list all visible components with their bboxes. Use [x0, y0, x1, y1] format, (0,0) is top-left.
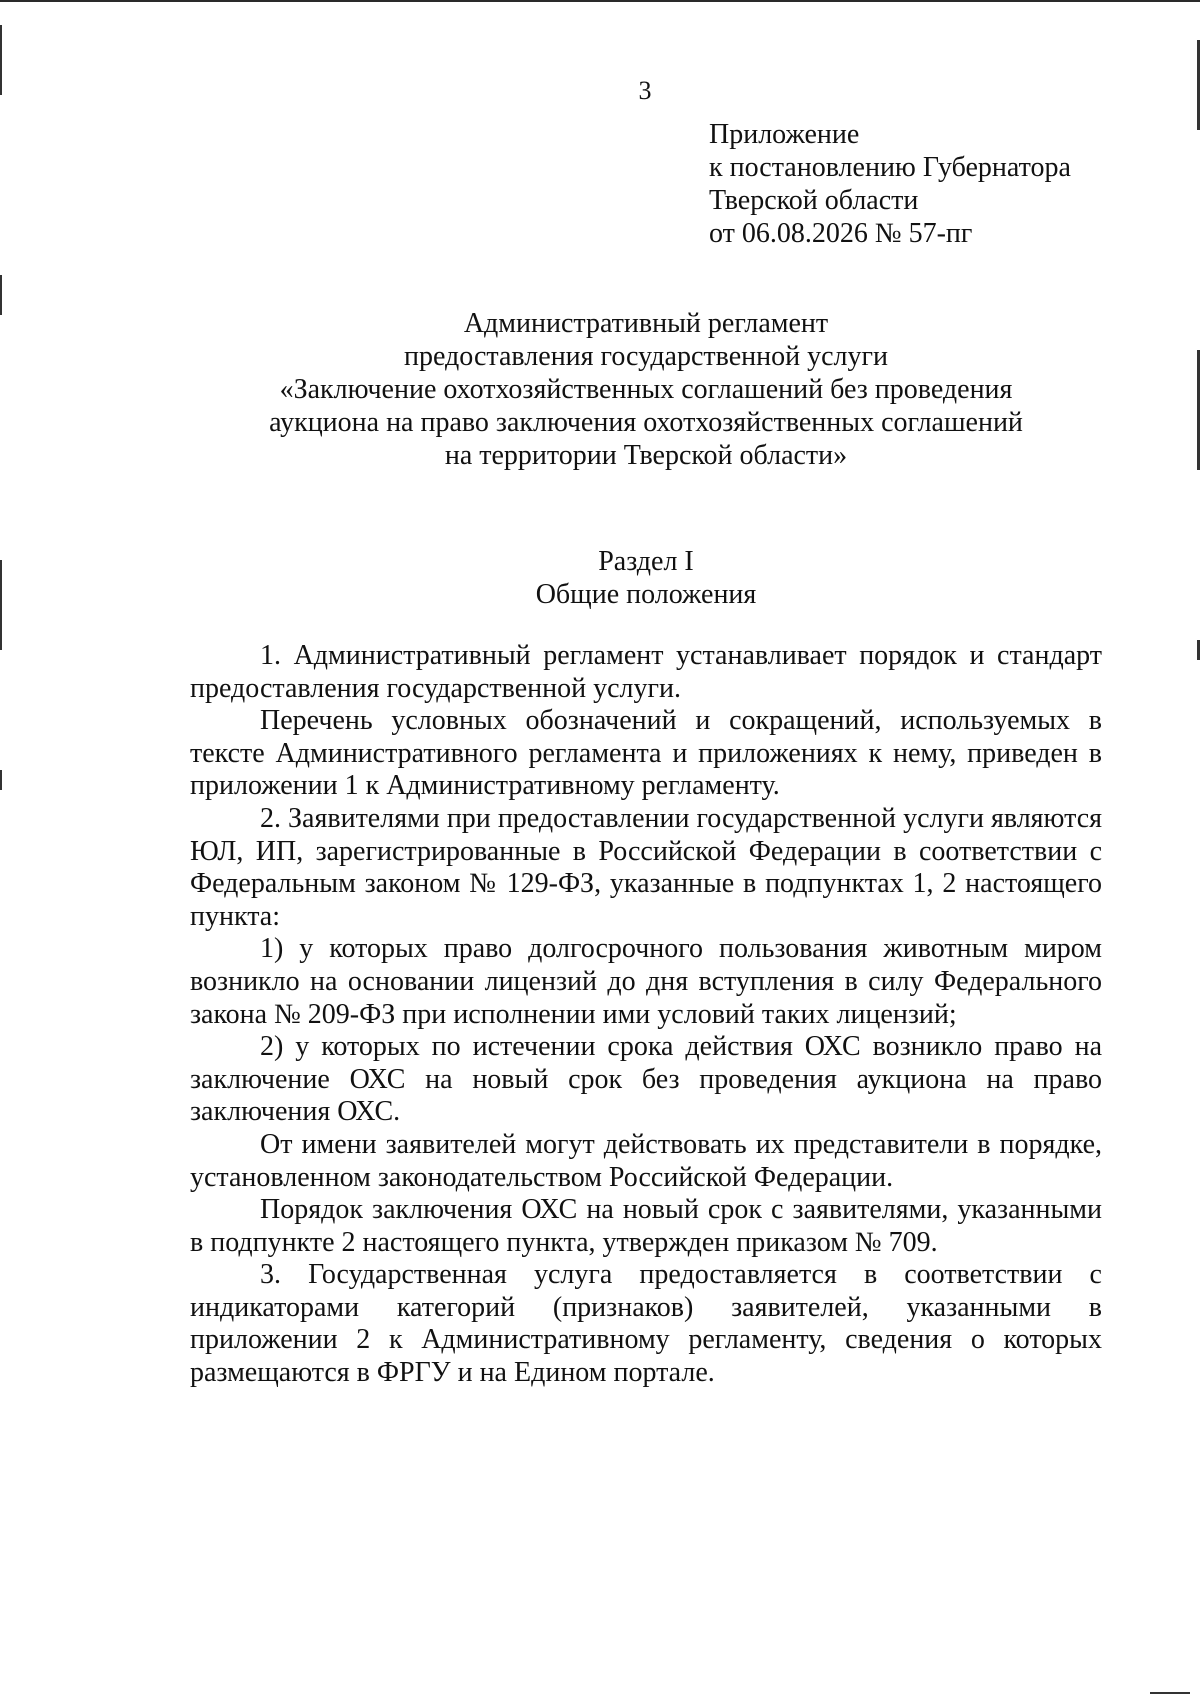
body-text: [190, 640, 1102, 1390]
scan-mark-left-3: [0, 560, 2, 650]
scan-mark-bottom: [1150, 1692, 1190, 1694]
scan-mark-left-2: [0, 275, 2, 315]
document-title: [190, 307, 1102, 472]
title-line: предоставления государственной услуги: [404, 341, 888, 372]
paragraph: Перечень условных обозначений и сокращений, используемых в тексте Административного регламента и приложениях к нему, приведен в приложении 1 к Административному регламенту.: [190, 705, 1102, 802]
title-line: «Заключение охотхозяйственных соглашений без проведения: [279, 374, 1013, 405]
appendix-block: [709, 118, 1169, 250]
appendix-line: к постановлению Губернатора: [709, 152, 1071, 183]
paragraph: 1. Административный регламент устанавливает порядок и стандарт предоставления государственной услуги.: [190, 640, 1102, 704]
paragraph: 1) у которых право долгосрочного пользования животным миром возникло на основании лицензий до дня вступления в силу Федерального закона № 209-ФЗ при исполнении ими условий таких лицензий;: [190, 933, 1102, 1030]
title-line: аукциона на право заключения охотхозяйственных соглашений: [269, 407, 1023, 438]
scan-mark-left-4: [0, 770, 2, 790]
paragraph: 2. Заявителями при предоставлении государственной услуги являются ЮЛ, ИП, зарегистрированные в Российской Федерации в соответствии с Федеральным законом № 129-ФЗ, указанные в подпунктах 1, 2 настоящего пункта:: [190, 802, 1102, 932]
appendix-line: Приложение: [709, 119, 860, 150]
appendix-line: Тверской области: [709, 185, 919, 216]
paragraph: От имени заявителей могут действовать их представители в порядке, установленном законодательством Российской Федерации.: [190, 1128, 1102, 1193]
scan-edge-line: [0, 0, 1200, 2]
page-number: 3: [638, 76, 652, 105]
title-line: Административный регламент: [463, 308, 829, 339]
section-number: Раздел I: [598, 546, 694, 577]
paragraph: 3. Государственная услуга предоставляется в соответствии с индикаторами категорий (признаков) заявителей, указанными в приложении 2 к Административному регламенту, сведения о которых размещаются в ФРГУ и на Едином портале.: [190, 1259, 1102, 1389]
section-heading: [190, 545, 1102, 611]
appendix-line: от 06.08.2026 № 57-пг: [709, 218, 973, 249]
title-line: на территории Тверской области»: [444, 440, 848, 471]
paragraph: 2) у которых по истечении срока действия ОХС возникло право на заключение ОХС на новый срок без проведения аукциона на право заключения ОХС.: [190, 1031, 1102, 1128]
section-name: Общие положения: [535, 579, 757, 610]
paragraph: Порядок заключения ОХС на новый срок с заявителями, указанными в подпункте 2 настоящего пункта, утвержден приказом № 709.: [190, 1194, 1102, 1258]
